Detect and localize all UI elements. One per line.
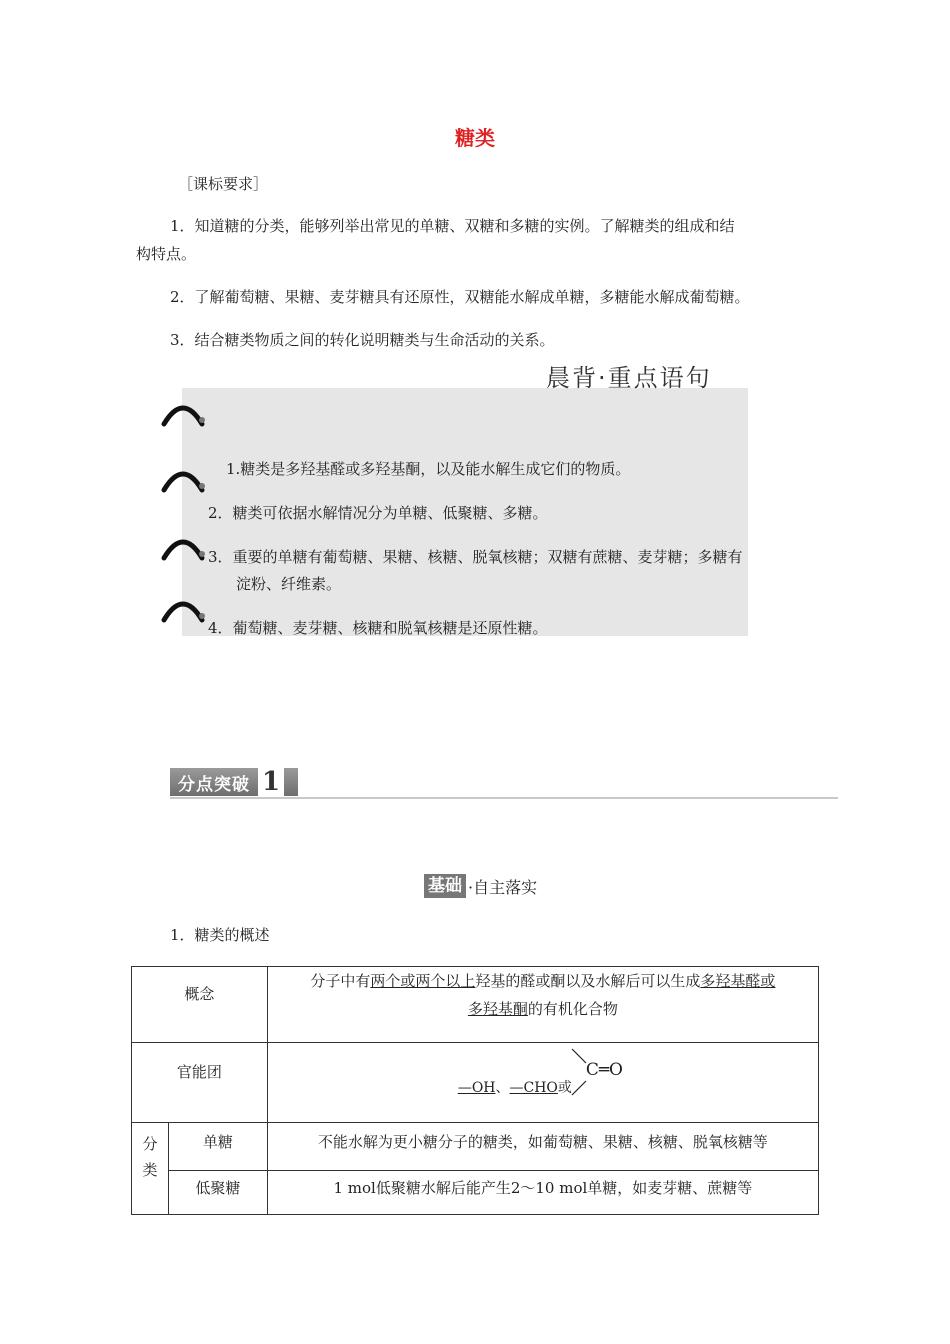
requirement-item-1-cont: 构特点。 [136, 245, 197, 263]
oligosaccharide-label: 低聚糖 [168, 1171, 267, 1215]
concept-label: 概念 [132, 967, 268, 1043]
monosaccharide-label: 单糖 [168, 1123, 267, 1171]
table-row [132, 1171, 819, 1215]
key-sentence-3-cont: 淀粉、纤维素。 [236, 575, 342, 593]
requirements-heading: ［课标要求］ [178, 175, 269, 193]
section-divider [170, 797, 838, 799]
requirement-item-2: 2．了解葡萄糖、果糖、麦芽糖具有还原性，双糖能水解成单糖，多糖能水解成葡萄糖。 [170, 288, 750, 306]
binder-ring-icon [160, 594, 206, 630]
key-sentences-title: 晨背·重点语句 [546, 364, 712, 392]
binder-ring-icon [160, 398, 206, 434]
overview-table [131, 966, 819, 1215]
requirement-item-1: 1．知道糖的分类，能够列举出常见的单糖、双糖和多糖的实例。了解糖类的组成和结 [170, 217, 735, 235]
functional-group-label: 官能团 [132, 1043, 268, 1123]
requirement-item-3: 3．结合糖类物质之间的转化说明糖类与生命活动的关系。 [170, 331, 555, 349]
binder-ring-icon [160, 464, 206, 500]
carbonyl-formula: C═O [585, 1060, 623, 1080]
key-sentence-1: 1.糖类是多羟基醛或多羟基酮，以及能水解生成它们的物质。 [226, 460, 631, 478]
classification-label: 分 类 [132, 1123, 169, 1215]
key-sentence-4: 4．葡萄糖、麦芽糖、核糖和脱氧核糖是还原性糖。 [208, 619, 548, 637]
binder-ring-icon [160, 532, 206, 568]
subsection-tag: 基础 [424, 874, 466, 898]
key-sentence-2: 2．糖类可依据水解情况分为单糖、低聚糖、多糖。 [208, 504, 548, 522]
subsection-rest: ·自主落实 [468, 877, 538, 897]
overview-heading: 1．糖类的概述 [170, 926, 270, 944]
section-badge [170, 768, 298, 796]
page-title: 糖类 [455, 126, 495, 150]
monosaccharide-text: 不能水解为更小糖分子的糖类，如葡萄糖、果糖、核糖、脱氧核糖等 [267, 1123, 818, 1171]
table-row [132, 1123, 819, 1171]
table-row [132, 1043, 819, 1123]
section-badge-text: 分点突破 [178, 774, 250, 795]
functional-group-cell: —OH、—CHO或 C═O [267, 1043, 818, 1123]
concept-cell: 分子中有两个或两个以上羟基的醛或酮以及水解后可以生成多羟基醛或 多羟基酮的有机化合物 [267, 967, 818, 1043]
subsection-heading [424, 874, 537, 898]
key-sentence-3: 3．重要的单糖有葡萄糖、果糖、核糖、脱氧核糖；双糖有蔗糖、麦芽糖；多糖有 [208, 548, 743, 566]
table-row [132, 967, 819, 1043]
section-badge-number: 1 [258, 768, 284, 796]
oligosaccharide-text: 1 mol低聚糖水解后能产生2～10 mol单糖，如麦芽糖、蔗糖等 [267, 1171, 818, 1215]
